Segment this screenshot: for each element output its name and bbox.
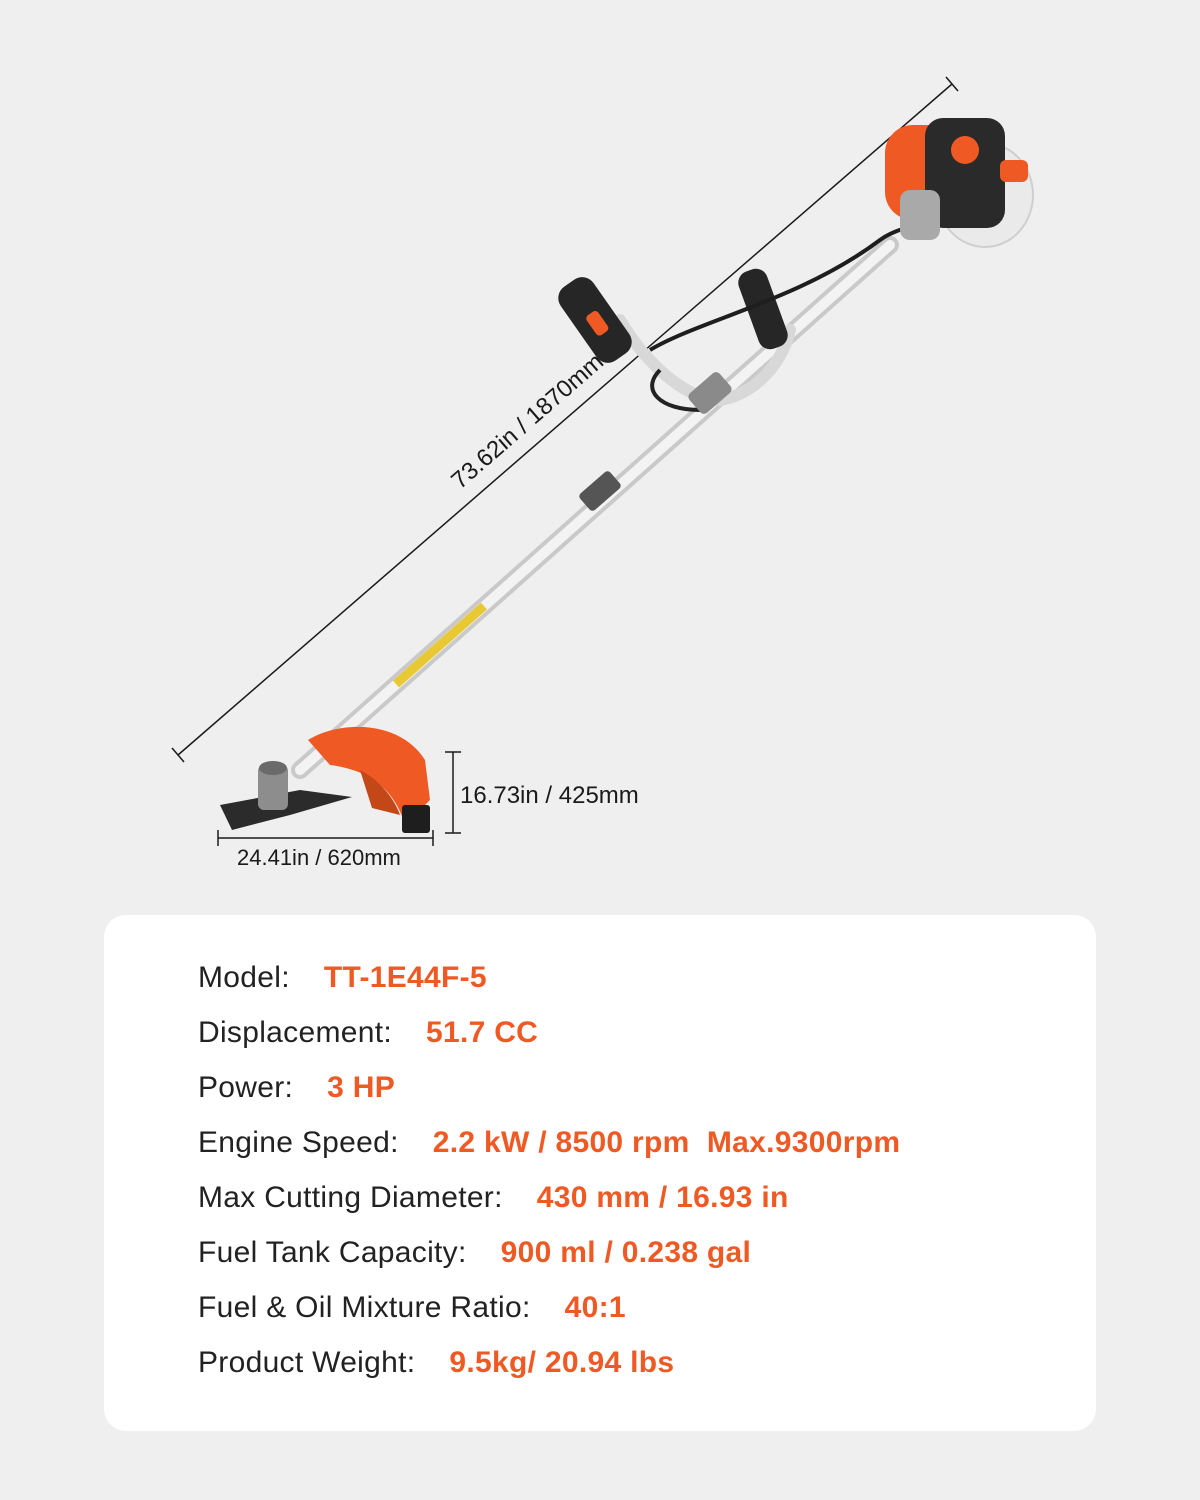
spec-label: Product Weight: xyxy=(198,1346,416,1379)
width-dimension-line xyxy=(218,830,433,846)
spec-label: Power: xyxy=(198,1071,294,1104)
width-dimension-label: 24.41in / 620mm xyxy=(237,845,401,870)
length-dimension-line xyxy=(172,77,958,762)
height-dimension-line xyxy=(445,752,461,833)
spec-label: Max Cutting Diameter: xyxy=(198,1181,503,1214)
spec-label: Model: xyxy=(198,961,290,994)
spec-value: 40:1 xyxy=(564,1291,626,1324)
height-dimension-label: 16.73in / 425mm xyxy=(460,782,639,809)
engine xyxy=(885,118,1033,247)
spec-value: TT-1E44F-5 xyxy=(323,961,487,994)
spec-value: 3 HP xyxy=(327,1071,396,1104)
spec-row-power xyxy=(198,1070,395,1106)
spec-row-engine-speed xyxy=(198,1125,900,1161)
spec-value: 2.2 kW / 8500 rpm Max.9300rpm xyxy=(432,1126,901,1159)
spec-value: 900 ml / 0.238 gal xyxy=(500,1236,752,1269)
spec-row-fuel-tank-capacity xyxy=(198,1235,751,1271)
spec-value: 51.7 CC xyxy=(425,1016,539,1049)
specifications-card xyxy=(104,915,1096,1431)
spec-value: 9.5kg/ 20.94 lbs xyxy=(449,1346,675,1379)
spec-row-model xyxy=(198,960,487,996)
spec-label: Fuel & Oil Mixture Ratio: xyxy=(198,1291,531,1324)
spec-value: 430 mm / 16.93 in xyxy=(536,1181,789,1214)
spec-row-product-weight xyxy=(198,1345,674,1381)
length-dimension-label: 73.62in / 1870mm xyxy=(446,348,609,495)
brush-cutter-image xyxy=(220,118,1033,833)
spec-row-displacement xyxy=(198,1015,538,1051)
spec-row-max-cutting-diameter xyxy=(198,1180,789,1216)
cutter-head xyxy=(220,727,430,833)
spec-label: Fuel Tank Capacity: xyxy=(198,1236,467,1269)
spec-label: Engine Speed: xyxy=(198,1126,399,1159)
spec-row-mixture-ratio xyxy=(198,1290,626,1326)
spec-label: Displacement: xyxy=(198,1016,392,1049)
